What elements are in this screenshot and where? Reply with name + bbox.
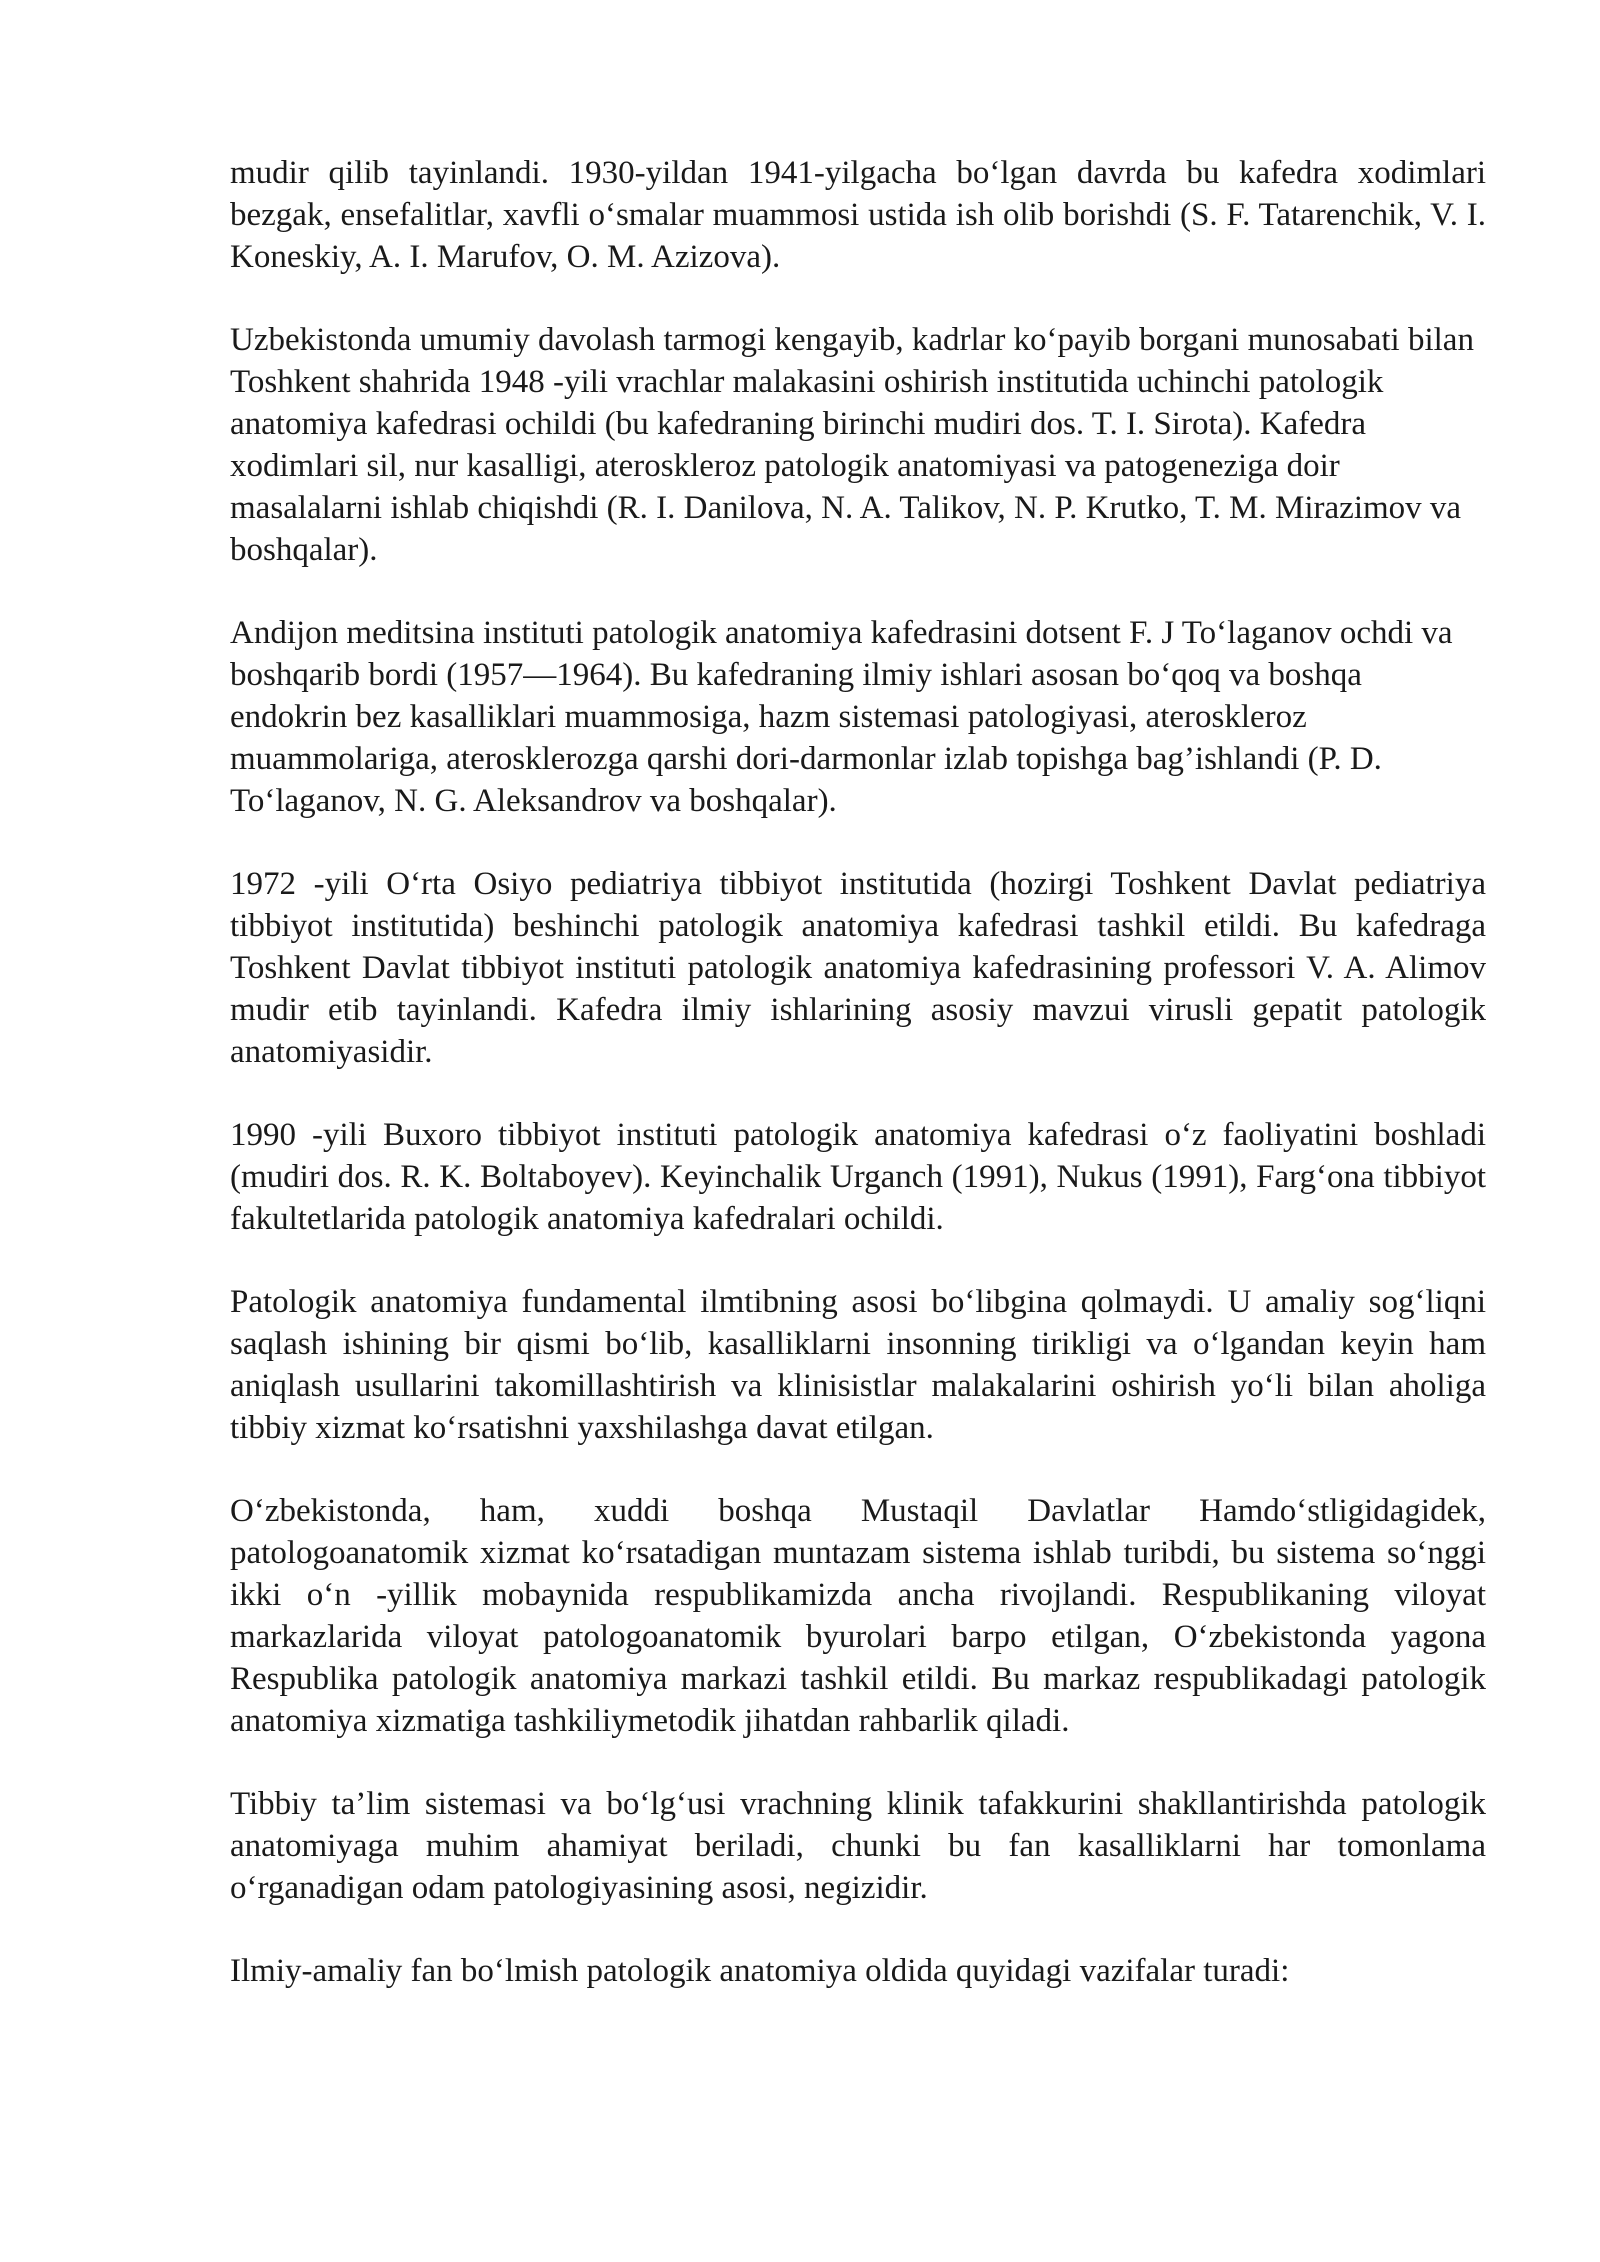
paragraph-1: mudir qilib tayinlandi. 1930-yildan 1941-yilgacha boʻlgan davrda bu kafedra xodimlari bezgak, ensefalitlar, xavfli oʻsmalar muammosi ustida ish olib borishdi (S. F. Tatarenchik, V. I. Koneskiy, A. I. Marufov, O. M. Azizova).: [230, 155, 1486, 275]
paragraph-6: Patologik anatomiya fundamental ilmtibning asosi boʻlibgina qolmaydi. U amaliy sogʻliqni saqlash ishining bir qismi boʻlib, kasalliklarni insonning tirikligi va oʻlgandan keyin ham aniqlash usullarini takomillashtirish va klinisistlar malakalarini oshirish yoʻli bilan aholiga tibbiy xizmat koʻrsatishni yaxshilashga davat etilgan.: [230, 1284, 1486, 1446]
paragraph-5: 1990 -yili Buxoro tibbiyot instituti patologik anatomiya kafedrasi oʻz faoliyatini boshladi (mudiri dos. R. K. Boltaboyev). Keyinchalik Urganch (1991), Nukus (1991), Fargʻona tibbiyot fakultetlarida patologik anatomiya kafedralari ochildi.: [230, 1117, 1486, 1237]
paragraph-8: Tibbiy ta’lim sistemasi va boʻlgʻusi vrachning klinik tafakkurini shakllantirishda patologik anatomiyaga muhim ahamiyat beriladi, chunki bu fan kasalliklarni har tomonlama oʻrganadigan odam patologiyasining asosi, negizidir.: [230, 1786, 1486, 1906]
document-body: [230, 152, 1486, 2033]
paragraph-7: Oʻzbekistonda, ham, xuddi boshqa Mustaqil Davlatlar Hamdoʻstligidagidek, patologoanatomik xizmat koʻrsatadigan muntazam sistema ishlab turibdi, bu sistema soʻnggi ikki oʻn -yillik mobaynida respublikamizda ancha rivojlandi. Respublikaning viloyat markazlarida viloyat patologoanatomik byurolari barpo etilgan, Oʻzbekistonda yagona Respublika patologik anatomiya markazi tashkil etildi. Bu markaz respublikadagi patologik anatomiya xizmatiga tashkiliymetodik jihatdan rahbarlik qiladi.: [230, 1493, 1486, 1739]
paragraph-3: Andijon meditsina instituti patologik anatomiya kafedrasini dotsent F. J Toʻlaganov ochdi va boshqarib bordi (1957—1964). Bu kafedraning ilmiy ishlari asosan boʻqoq va boshqa endokrin bez kasalliklari muammosiga, hazm sistemasi patologiyasi, ateroskleroz muammolariga, aterosklerozga qarshi dori-darmonlar izlab topishga bag’ishlandi (P. D. Toʻlaganov, N. G. Aleksandrov va boshqalar).: [230, 615, 1453, 819]
paragraph-2: Uzbekistonda umumiy davolash tarmogi kengayib, kadrlar koʻpayib borgani munosabati bilan Toshkent shahrida 1948 -yili vrachlar malakasini oshirish institutida uchinchi patologik anatomiya kafedrasi ochildi (bu kafedraning birinchi mudiri dos. T. I. Sirota). Kafedra xodimlari sil, nur kasalligi, ateroskleroz patologik anatomiyasi va patogeneziga doir masalalarni ishlab chiqishdi (R. I. Danilova, N. A. Talikov, N. P. Krutko, T. M. Mirazimov va boshqalar).: [230, 322, 1474, 568]
paragraph-9: Ilmiy-amaliy fan boʻlmish patologik anatomiya oldida quyidagi vazifalar turadi:: [230, 1953, 1290, 1989]
paragraph-4: 1972 -yili Oʻrta Osiyo pediatriya tibbiyot institutida (hozirgi Toshkent Davlat pediatriya tibbiyot institutida) beshinchi patologik anatomiya kafedrasi tashkil etildi. Bu kafedraga Toshkent Davlat tibbiyot instituti patologik anatomiya kafedrasining professori V. A. Alimov mudir etib tayinlandi. Kafedra ilmiy ishlarining asosiy mavzui virusli gepatit patologik anatomiyasidir.: [230, 866, 1486, 1070]
